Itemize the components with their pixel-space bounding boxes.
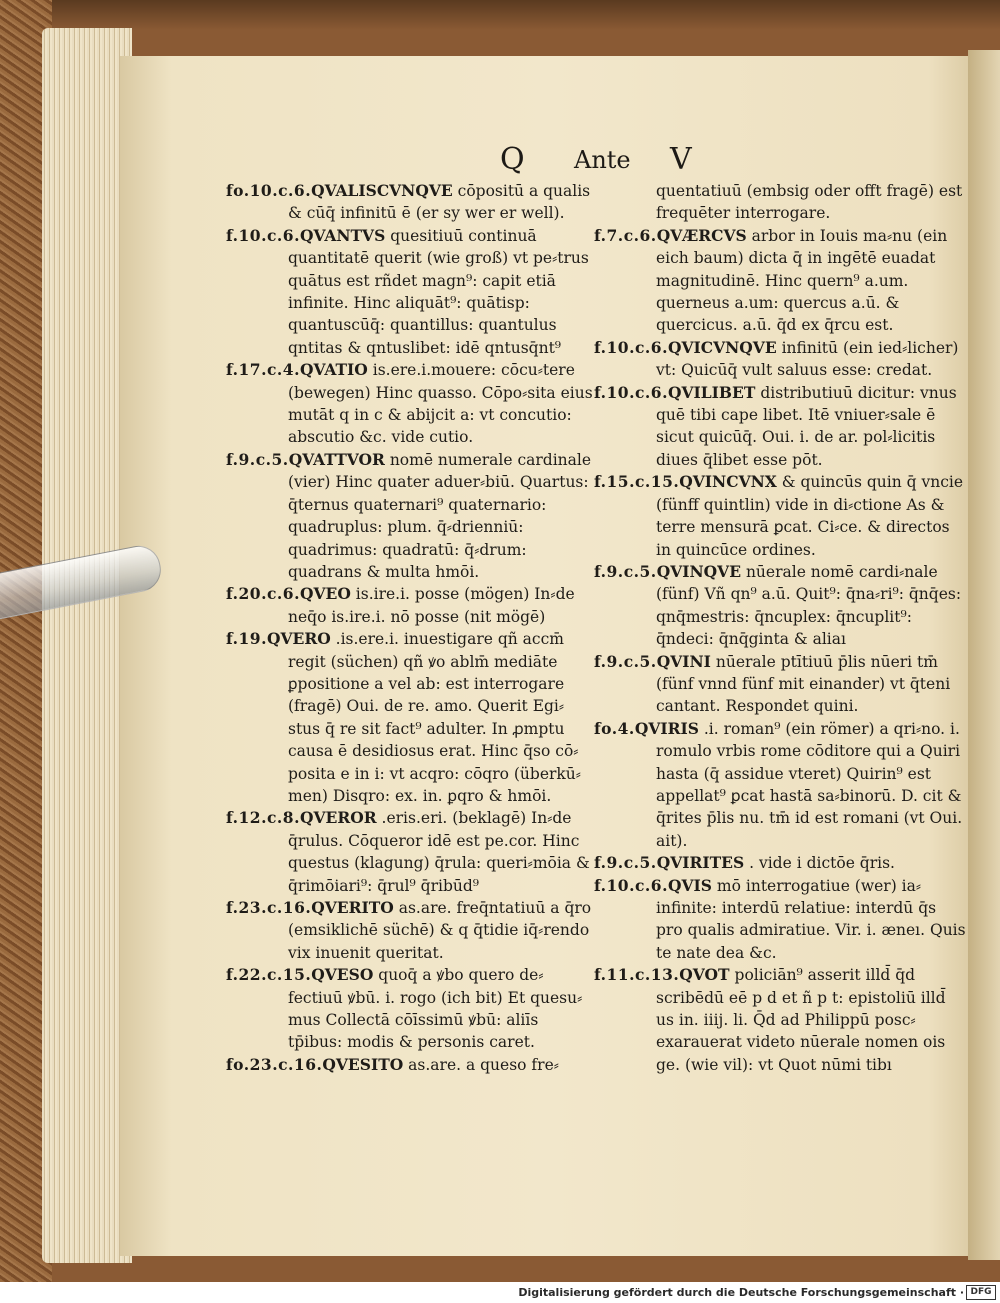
entry-text: is.ere.i.mouere: cōcu⸗tere (bewegen) Hinc quasso. Cōpo⸗sita eius mutāt q in c & abijcit a: vt concutio: abscutio &c. vide cutio.	[288, 361, 593, 447]
entry-reference: fo.10.c.6.	[226, 181, 312, 200]
entry-text: distributiuū dicitur: vnus quē tibi cape libet. Itē vniuer⸗sale ē sicut quicūq̄. Oui. i. de ar. pol⸗licitis diues q̄libet esse pōt.	[656, 383, 957, 469]
entry-text: nomē numerale cardinale (vier) Hinc quater aduer⸗biū. Quartus: q̄ternus quaternari⁹ quaternario: quadruplus: plum. q̄⸗drienniū: quadrimus: quadratū: q̄⸗drum: quadrans & multa hmōi.	[288, 450, 592, 581]
entry-headword: QVATIO	[300, 360, 368, 380]
right-column	[594, 180, 966, 1076]
entry-reference: f.9.c.5.	[226, 449, 289, 469]
entry-text: as.are. a queso fre⸗	[408, 1055, 559, 1074]
entry-reference: f.19.	[226, 629, 267, 649]
dictionary-entry	[594, 337, 966, 382]
entry-text: infinitū (ein ied⸗licher) vt: Quicūq̄ vult saluus esse: credat.	[656, 338, 959, 380]
dictionary-entry	[594, 180, 966, 225]
entry-text: nūerale nomē cardi⸗nale (fünf) Vñ qn⁹ a.ū. Quit⁹: q̄na⸗ri⁹: q̄nq̄es: qnq̄mestris: q̄ncuplex: q̄ncuplit⁹: q̄ndeci: q̄nq̄ginta & aliaı	[656, 562, 962, 649]
entry-reference: f.9.c.5.	[594, 561, 657, 581]
header-letter-left: Q	[500, 142, 525, 177]
entry-text: quoq̄ a ꝟbo quero de⸗fectiuū ꝟbū. i. rogo (ich bit) Et quesu⸗mus Collectā cōīssimū ꝟbū: aliīs tp̄ibus: modis & personis caret.	[288, 966, 583, 1052]
entry-reference: f.15.c.15.	[594, 472, 680, 492]
entry-headword: QVANTVS	[300, 225, 386, 245]
dictionary-entry	[594, 875, 966, 965]
entry-text: .is.ere.i. inuestigare qñ accm̄ regit (süchen) qñ ꝟo ablm̄ mediāte ꝑpositione a vel ab: est interrogare (fragē) Oui. de re. amo. Querit Egi⸗stus q̄ re sit fact⁹ adulter. In ꝓmptu causa ē desidiosus erat. Hinc q̄so cō⸗posita e in i: vt acqro: cōqro (überkū⸗men) Disqro: ex. in. ꝑqro & hmōi.	[288, 630, 581, 805]
entry-text: arbor in Iouis ma⸗nu (ein eich baum) dicta q̄ in ingētē euadat magnitudinē. Hinc quern⁹ a.um. querneus a.um: quercus a.ū. & quercicus. a.ū. q̄d ex q̄rcu est.	[656, 226, 948, 335]
entry-headword: QVICVNQVE	[668, 337, 777, 357]
dictionary-entry	[226, 225, 596, 359]
entry-headword: QVEROR	[300, 808, 377, 828]
dictionary-entry	[226, 807, 596, 897]
dictionary-entry	[594, 718, 966, 852]
entry-headword: QVINI	[656, 651, 711, 671]
entry-text: policiān⁹ asserit illd̄ q̄d scribēdū eē p d et ñ p t: epistoliū illd̄ us in. iiij. li. Q̄d ad Philippū posc⸗exarauerat videto nūerale nomen ois ge. (wie vil): vt Quot nūmi tibı	[656, 966, 946, 1074]
entry-reference: f.17.c.4.	[226, 360, 300, 380]
entry-text: is.ire.i. posse (mögen) In⸗de neq̄o is.ire.i. nō posse (nit mögē)	[288, 585, 575, 626]
dictionary-entry	[594, 225, 966, 337]
entry-headword: QVATTVOR	[288, 449, 385, 469]
entry-text: .i. roman⁹ (ein römer) a qri⸗no. i. romulo vrbis rome cōditore qui a Quiri hasta (q̄ assidue vteret) Quirin⁹ est appellat⁹ ꝑcat hastā sa⸗binorū. D. cit & q̄rites p̄lis nu. tm̄ id est romani (vt Oui. ait).	[656, 719, 963, 850]
entry-headword: QVIRIS	[634, 718, 699, 738]
entry-text: quesitiuū continuā quantitatē querit (wie groß) vt pe⸗trus quātus est rñdet magn⁹: capit etiā infinite. Hinc aliquāt⁹: quātisp: quantuscūq̄: quantillus: quantulus qntitas & qntuslibet: idē qntusq̄nt⁹	[288, 226, 589, 357]
entry-headword: QVINCVNX	[679, 472, 777, 492]
entry-reference: f.7.c.6.	[594, 225, 657, 245]
entry-headword: QVOT	[679, 965, 730, 985]
entry-headword: QVIRITES	[656, 853, 745, 873]
entry-reference: f.9.c.5.	[594, 853, 657, 873]
header-letter-right: V	[670, 142, 692, 177]
dictionary-entry	[594, 651, 966, 718]
entry-text: cōpositū a qualis & cūq̄ infinitū ē (er sy wer er well).	[288, 182, 591, 223]
entry-headword: QVEO	[300, 584, 351, 604]
entry-headword: QVERITO	[311, 898, 394, 917]
dictionary-entry	[226, 359, 596, 449]
entry-text: nūerale ptītiuū p̄lis nūeri tm̄ (fünf vnnd fünf mit einander) vt q̄teni cantant. Respondet quini.	[656, 652, 951, 716]
entry-text: & quincūs quin q̄ vncie (fünff quintlin) vide in di⸗ctione As & terre mensurā ꝑcat. Ci⸗ce. & directos in quincūce ordines.	[656, 473, 964, 559]
entry-reference: fo.4.	[594, 718, 635, 738]
entry-headword: QVERO	[266, 629, 331, 649]
entry-text: as.are. freq̄ntatiuū a q̄ro (emsiklichē süchē) & q q̄tidie iq̄⸗rendo vix inuenit queritat.	[288, 899, 592, 962]
dictionary-entry	[226, 583, 596, 628]
entry-reference: fo.23.c.16.	[226, 1054, 323, 1074]
entry-text: quentatiuū (embsig oder offt fragē) est frequēter interrogare.	[656, 182, 963, 223]
entry-reference: f.20.c.6.	[226, 584, 300, 604]
entry-headword: QVESO	[311, 965, 374, 985]
entry-reference: f.10.c.6.	[594, 875, 668, 895]
entry-reference: f.10.c.6.	[226, 225, 300, 245]
entry-text: mō interrogatiue (wer) ia⸗infinite: interdū relatiue: interdū q̄s pro qualis admiratiue. Vir. i. æneı. Quis te nate dea &c.	[656, 876, 966, 962]
entry-headword: QVÆRCVS	[656, 225, 747, 245]
entry-headword: QVINQVE	[656, 561, 742, 581]
dictionary-entry	[594, 964, 966, 1076]
entry-reference: f.23.c.16.	[226, 898, 312, 917]
dictionary-entry	[226, 964, 596, 1054]
book-cover-top	[40, 0, 1000, 30]
entry-text: .eris.eri. (beklagē) In⸗de q̄rulus. Cōqueror idē est pe.cor. Hinc questus (klagung) q̄rula: queri⸗mōia & q̄rimōiari⁹: q̄rul⁹ q̄ribūd⁹	[288, 809, 590, 895]
dictionary-entry	[594, 382, 966, 472]
running-header	[500, 142, 720, 182]
page-edges	[42, 28, 132, 1263]
entry-reference: f.10.c.6.	[594, 382, 668, 402]
dictionary-entry	[594, 561, 966, 651]
facing-page-edge	[968, 50, 1000, 1260]
entry-reference: f.9.c.5.	[594, 651, 657, 671]
dfg-logo: DFG	[966, 1285, 996, 1300]
left-column	[226, 180, 596, 1076]
dictionary-entry	[226, 897, 596, 964]
entry-reference: f.12.c.8.	[226, 808, 300, 828]
entry-reference: f.10.c.6.	[594, 337, 668, 357]
dictionary-entry	[594, 471, 966, 561]
entry-reference: f.11.c.13.	[594, 965, 680, 985]
entry-reference: f.22.c.15.	[226, 965, 312, 985]
entry-text: . vide i dictōe q̄ris.	[749, 854, 895, 873]
entry-headword: QVILIBET	[668, 382, 756, 402]
entry-headword: QVALISCVNQVE	[311, 181, 453, 200]
dictionary-entry	[226, 180, 596, 225]
entry-headword: QVIS	[668, 875, 712, 895]
funding-notice: Digitalisierung gefördert durch die Deutsche Forschungsgemeinschaft ·	[518, 1286, 964, 1299]
dictionary-entry	[226, 449, 596, 583]
header-word: Ante	[574, 146, 631, 174]
dictionary-entry	[594, 852, 966, 874]
dictionary-entry	[226, 1054, 596, 1076]
dictionary-entry	[226, 628, 596, 807]
entry-headword: QVESITO	[322, 1054, 404, 1074]
